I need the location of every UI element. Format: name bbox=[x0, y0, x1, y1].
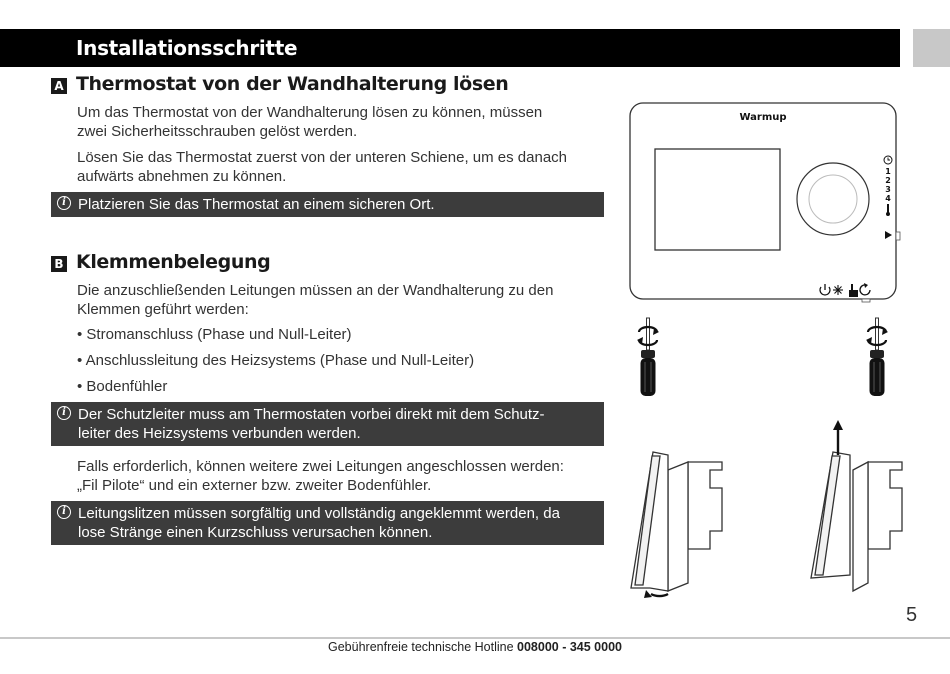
text-line: Um das Thermostat von der Wandhalterung lösen zu können, müssen bbox=[77, 104, 543, 121]
thermostat-side-view-left bbox=[631, 452, 722, 598]
bullet-item: • Anschlussleitung des Heizsystems (Phase und Null-Leiter) bbox=[77, 352, 475, 369]
note-text: Platzieren Sie das Thermostat an einem sicheren Ort. bbox=[78, 196, 435, 213]
text-line: „Fil Pilote“ und ein externer bzw. zweiter Bodenfühler. bbox=[77, 477, 432, 494]
section-b-title: Klemmenbelegung bbox=[76, 251, 271, 273]
text-line: Die anzuschließenden Leitungen müssen an der Wandhalterung zu den bbox=[77, 282, 554, 299]
menu-number: 3 bbox=[885, 185, 891, 194]
note-text: Der Schutzleiter muss am Thermostaten vorbei direkt mit dem Schutz- bbox=[78, 406, 545, 423]
text-line: aufwärts abnehmen zu können. bbox=[77, 168, 287, 185]
menu-number: 4 bbox=[885, 194, 891, 203]
menu-number: 1 bbox=[885, 167, 891, 176]
dial-inner bbox=[809, 175, 857, 223]
snowflake-icon bbox=[833, 285, 843, 295]
hotline-label: Gebührenfreie technische Hotline bbox=[328, 640, 518, 654]
page-title: Installationsschritte bbox=[76, 36, 298, 60]
text-line: Lösen Sie das Thermostat zuerst von der unteren Schiene, um es danach bbox=[77, 149, 568, 166]
section-a-title: Thermostat von der Wandhalterung lösen bbox=[76, 73, 509, 95]
note-text: leiter des Heizsystems verbunden werden. bbox=[78, 425, 361, 442]
screwdriver-icon bbox=[866, 318, 888, 396]
note-text: Leitungslitzen müssen sorgfältig und vollständig angeklemmt werden, da bbox=[78, 505, 560, 522]
thermostat-screen bbox=[655, 149, 780, 250]
footer bbox=[0, 640, 950, 654]
section-b-letter: B bbox=[51, 256, 67, 272]
thermostat-side-view-right bbox=[811, 420, 902, 591]
rotate-arrow-icon bbox=[651, 594, 668, 596]
footer-divider bbox=[0, 637, 950, 639]
info-icon: i bbox=[57, 196, 71, 210]
page-number: 5 bbox=[906, 604, 918, 626]
text-line: Klemmen geführt werden: bbox=[77, 301, 249, 318]
brand-logo: Warmup bbox=[739, 112, 787, 123]
note-text: lose Stränge einen Kurzschluss verursachen können. bbox=[78, 524, 433, 541]
hotline-number: 008000 - 345 0000 bbox=[517, 640, 622, 654]
text-line: Falls erforderlich, können weitere zwei Leitungen angeschlossen werden: bbox=[77, 458, 564, 475]
bullet-item: • Stromanschluss (Phase und Null-Leiter) bbox=[77, 326, 352, 343]
info-icon: i bbox=[57, 505, 71, 519]
screwdriver-icon bbox=[637, 318, 659, 396]
section-a-letter: A bbox=[51, 78, 67, 94]
info-icon: i bbox=[57, 406, 71, 420]
bullet-item: • Bodenfühler bbox=[77, 378, 168, 395]
menu-number: 2 bbox=[885, 176, 891, 185]
text-line: zwei Sicherheitsschrauben gelöst werden. bbox=[77, 123, 358, 140]
